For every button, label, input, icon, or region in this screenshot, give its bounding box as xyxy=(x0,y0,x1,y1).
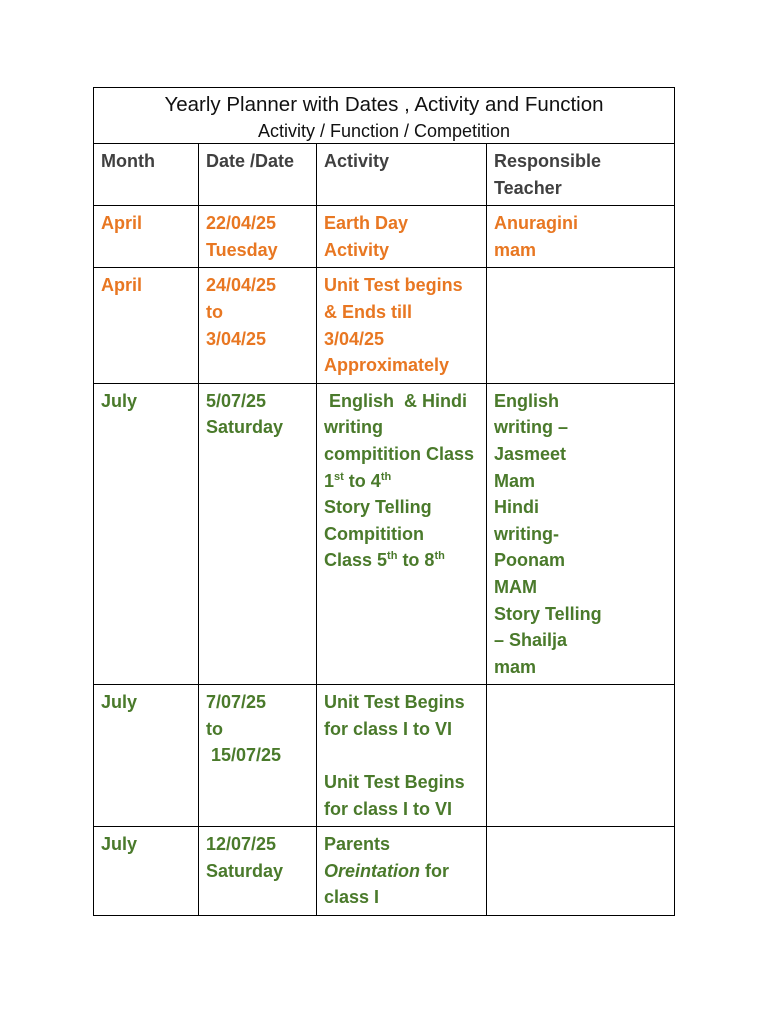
teacher-line: MAM xyxy=(494,576,537,597)
activity-line: Compitition xyxy=(324,523,424,544)
teacher-line: English xyxy=(494,390,560,411)
table-row xyxy=(94,383,675,685)
activity-cell xyxy=(317,268,487,383)
month-cell: April xyxy=(94,206,199,268)
header-month: Month xyxy=(94,144,199,206)
activity-after-italic: for xyxy=(420,860,450,881)
teacher-line: Jasmeet xyxy=(494,443,567,464)
date-line: 7/07/25 xyxy=(206,692,267,713)
class-b-sup2: th xyxy=(434,550,445,563)
teacher-line: Hindi xyxy=(494,497,539,518)
month-cell: July xyxy=(94,685,199,827)
table-row xyxy=(94,685,675,827)
teacher-line: writing- xyxy=(494,523,559,544)
class-b-to: to 8 xyxy=(397,550,435,571)
teacher-line: Story Telling xyxy=(494,603,602,624)
date-line: 3/04/25 xyxy=(206,328,267,349)
class-to-sup: th xyxy=(380,470,392,483)
date-line: 5/07/25 xyxy=(206,390,267,411)
activity-line xyxy=(324,547,480,574)
activity-line: Approximately xyxy=(324,355,450,376)
header-date: Date /Date xyxy=(199,144,317,206)
header-activity: Activity xyxy=(317,144,487,206)
activity-line: Unit Test begins xyxy=(324,275,463,296)
activity-line: Earth Day xyxy=(324,213,409,234)
class-from-sup: st xyxy=(334,470,344,483)
header-teacher-line1: Responsible xyxy=(494,151,602,171)
activity-line: writing xyxy=(324,417,383,438)
teacher-cell xyxy=(487,268,675,383)
activity-cell xyxy=(317,206,487,268)
activity-blank-line xyxy=(324,742,480,769)
teacher-cell xyxy=(487,827,675,916)
date-cell xyxy=(199,268,317,383)
teacher-line: mam xyxy=(494,239,537,260)
planner-subtitle: Activity / Function / Competition xyxy=(257,121,511,141)
date-line: Tuesday xyxy=(206,239,278,260)
month-cell: April xyxy=(94,268,199,383)
date-line: to xyxy=(206,718,223,739)
header-teacher xyxy=(487,144,675,206)
date-line: 24/04/25 xyxy=(206,275,277,296)
activity-line: Unit Test Begins xyxy=(324,692,465,713)
teacher-cell xyxy=(487,206,675,268)
month-cell: July xyxy=(94,383,199,685)
header-row xyxy=(94,144,675,206)
activity-line xyxy=(324,468,480,495)
date-cell xyxy=(199,685,317,827)
activity-line: Unit Test Begins xyxy=(324,772,465,793)
activity-line: compitition Class xyxy=(324,443,475,464)
activity-line: Parents xyxy=(324,834,391,855)
title-row xyxy=(94,88,675,144)
activity-line: English & Hindi xyxy=(324,390,467,411)
class-b-word: Class 5 xyxy=(324,550,388,571)
header-teacher-line2: Teacher xyxy=(494,177,562,198)
activity-italic-word: Oreintation xyxy=(324,860,421,881)
date-cell xyxy=(199,206,317,268)
planner-title: Yearly Planner with Dates , Activity and Function xyxy=(164,93,604,116)
title-cell xyxy=(94,88,675,144)
date-line: 15/07/25 xyxy=(206,745,282,766)
teacher-cell xyxy=(487,685,675,827)
table-row xyxy=(94,268,675,383)
activity-cell xyxy=(317,685,487,827)
date-cell xyxy=(199,383,317,685)
date-cell xyxy=(199,827,317,916)
table-row xyxy=(94,827,675,916)
activity-line: Story Telling xyxy=(324,497,432,518)
class-to-word: to 4 xyxy=(343,470,381,491)
class-b-sup1: th xyxy=(387,550,398,563)
activity-line: for class I to VI xyxy=(324,798,453,819)
month-cell: July xyxy=(94,827,199,916)
date-line: 22/04/25 xyxy=(206,213,277,234)
activity-line: 3/04/25 xyxy=(324,328,385,349)
date-line: 12/07/25 xyxy=(206,834,277,855)
teacher-line: writing – xyxy=(494,417,569,438)
activity-line: Activity xyxy=(324,239,390,260)
teacher-line: Poonam xyxy=(494,550,566,571)
teacher-cell xyxy=(487,383,675,685)
date-line: to xyxy=(206,301,223,322)
activity-line: & Ends till xyxy=(324,301,413,322)
teacher-line: Mam xyxy=(494,470,536,491)
activity-line xyxy=(324,858,480,885)
teacher-line: Anuragini xyxy=(494,213,578,234)
teacher-line: mam xyxy=(494,656,537,677)
activity-cell xyxy=(317,383,487,685)
date-line: Saturday xyxy=(206,860,284,881)
class-from-num: 1 xyxy=(324,470,335,491)
activity-line: for class I to VI xyxy=(324,718,453,739)
activity-line: class I xyxy=(324,887,380,908)
activity-cell xyxy=(317,827,487,916)
teacher-line: – Shailja xyxy=(494,630,568,651)
yearly-planner-table xyxy=(93,87,675,916)
date-line: Saturday xyxy=(206,417,284,438)
table-row xyxy=(94,206,675,268)
